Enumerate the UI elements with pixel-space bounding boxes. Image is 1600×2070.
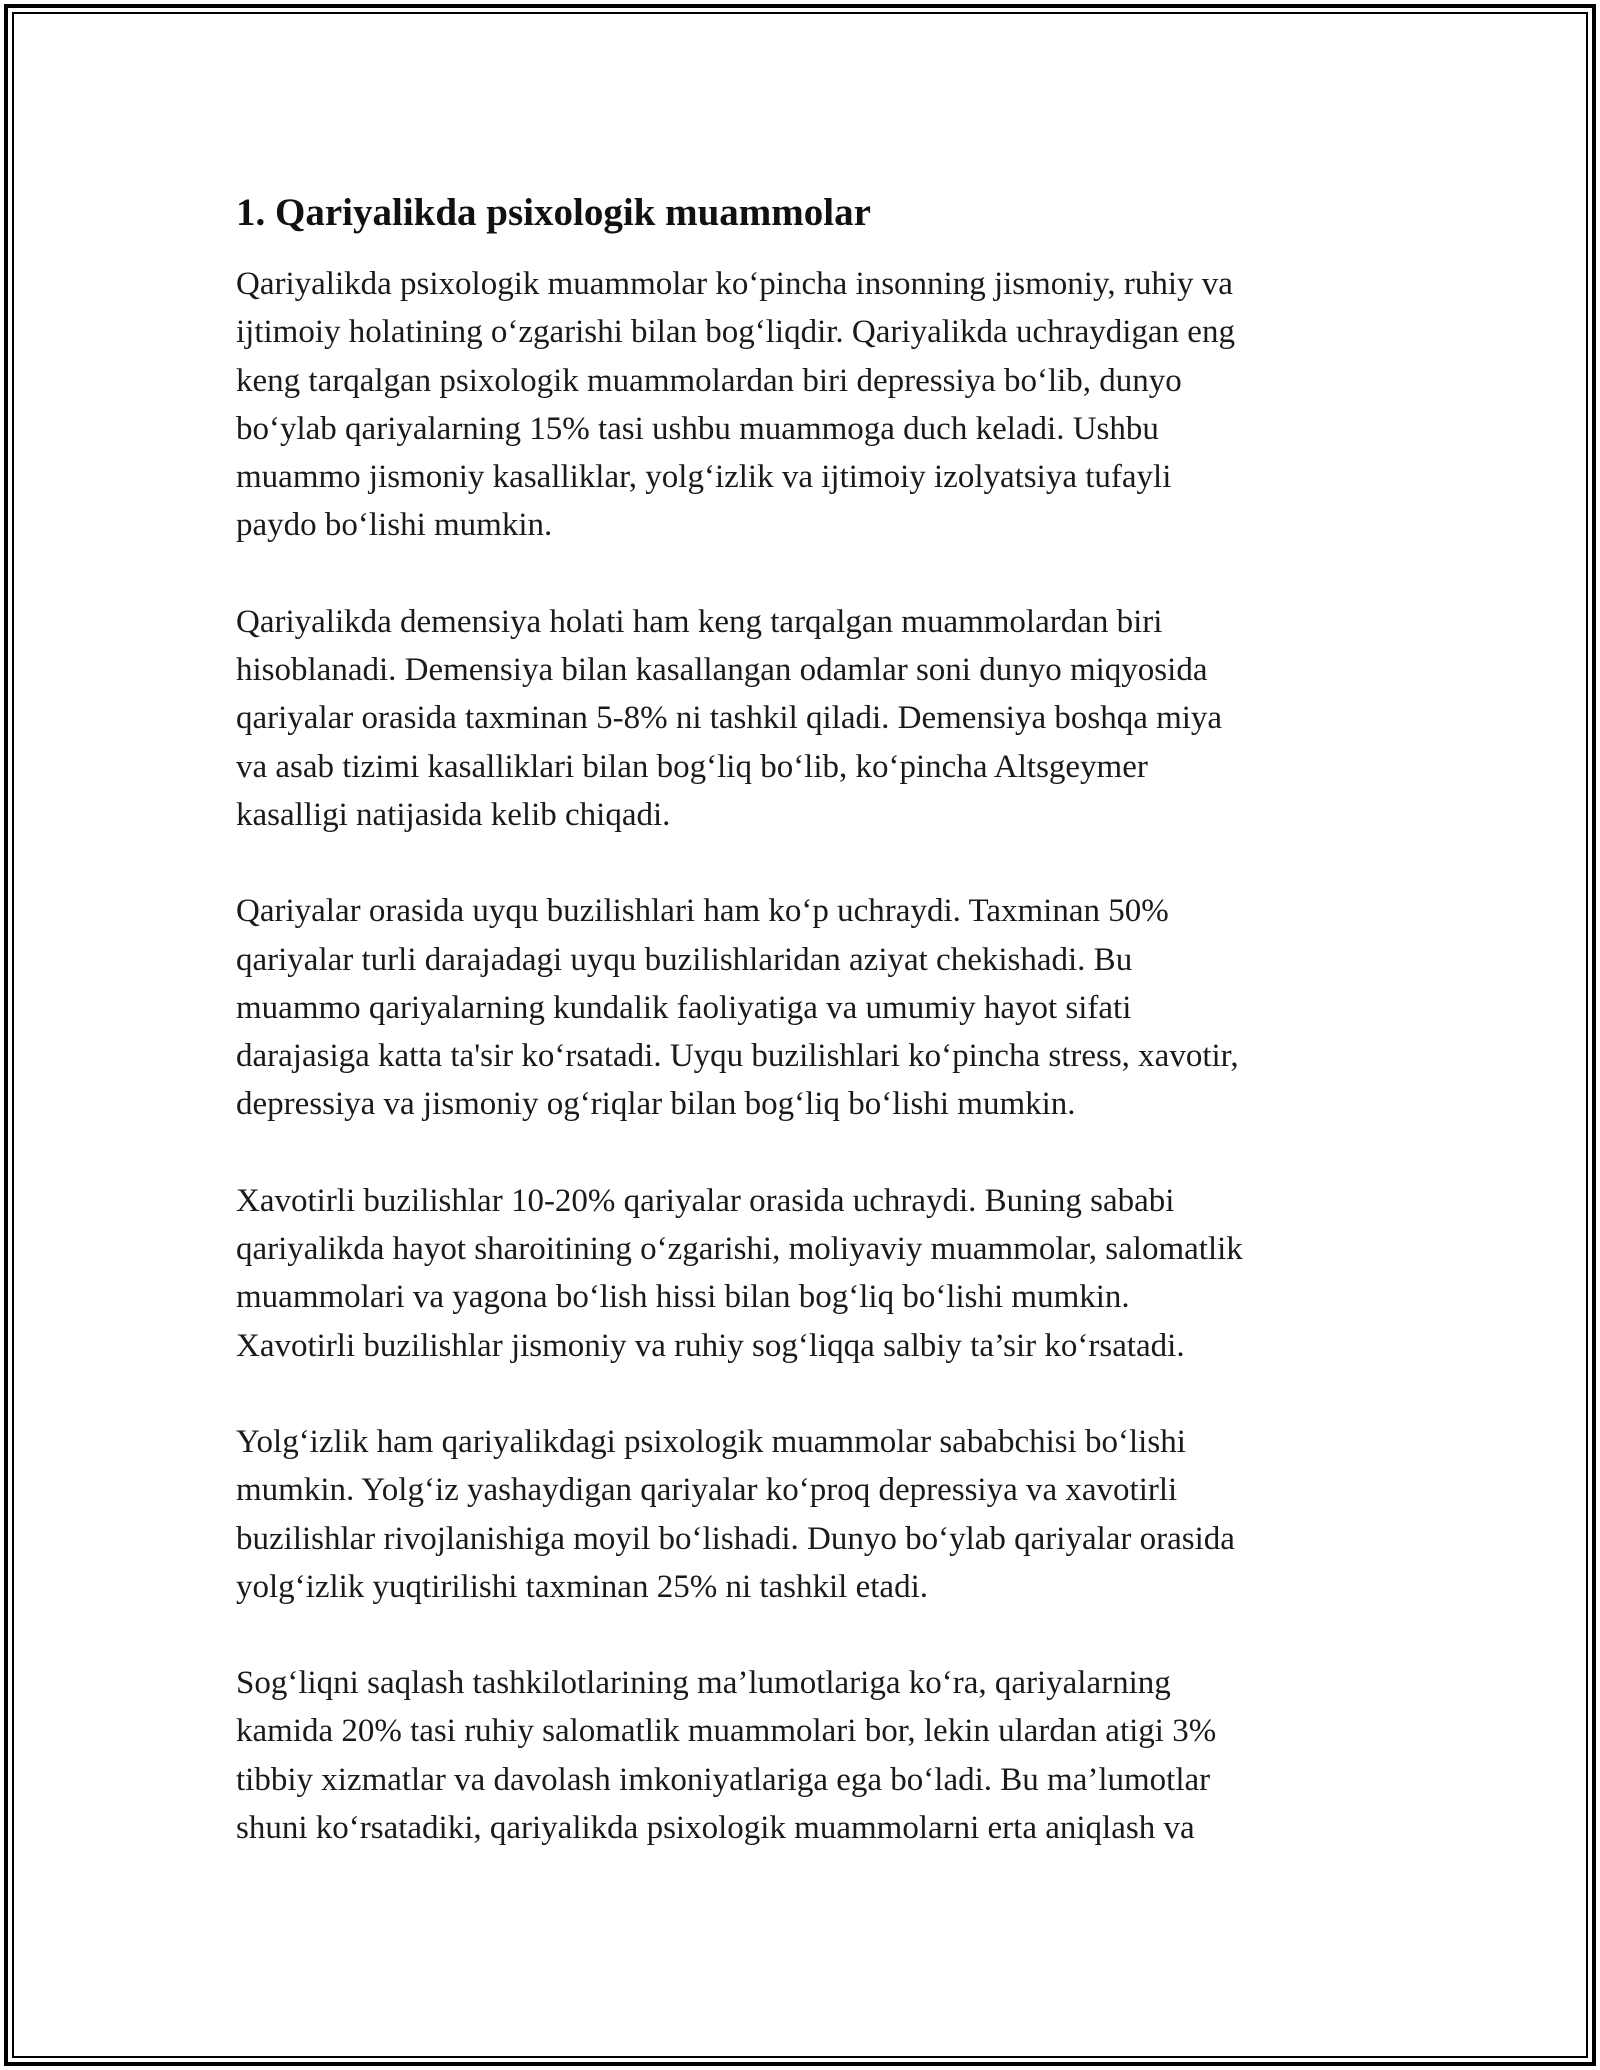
paragraph-anxiety — [236, 1177, 1376, 1370]
section-heading: 1. Qariyalikda psixologik muammolar — [236, 191, 871, 234]
text-line: Qariyalar orasida uyqu buzilishlari ham ko‘p uchraydi. Taxminan 50% — [236, 893, 1169, 930]
text-line: hisoblanadi. Demensiya bilan kasallangan odamlar soni dunyo miqyosida — [236, 652, 1208, 689]
paragraph-depression — [236, 260, 1376, 550]
text-line: Qariyalikda psixologik muammolar ko‘pincha insonning jismoniy, ruhiy va — [236, 266, 1233, 302]
text-line: Yolg‘izlik ham qariyalikdagi psixologik muammolar sababchisi bo‘lishi — [236, 1423, 1186, 1460]
text-line: va asab tizimi kasalliklari bilan bog‘liq bo‘lib, ko‘pincha Altsgeymer — [236, 748, 1148, 785]
text-line: darajasiga katta ta'sir ko‘rsatadi. Uyqu buzilishlari ko‘pincha stress, xavotir, — [236, 1038, 1239, 1075]
text-line: muammolari va yagona bo‘lish hissi bilan bog‘liq bo‘lishi mumkin. — [236, 1279, 1130, 1316]
document-body — [236, 188, 1376, 1900]
text-line: depressiya va jismoniy og‘riqlar bilan bog‘liq bo‘lishi mumkin. — [236, 1086, 1076, 1123]
text-line: muammo jismoniy kasalliklar, yolg‘izlik va ijtimoiy izolyatsiya tufayli — [236, 459, 1172, 496]
text-line: buzilishlar rivojlanishiga moyil bo‘lishadi. Dunyo bo‘ylab qariyalar orasida — [236, 1520, 1235, 1557]
paragraph-loneliness — [236, 1418, 1376, 1611]
text-line: mumkin. Yolg‘iz yashaydigan qariyalar ko‘proq depressiya va xavotirli — [236, 1472, 1178, 1509]
text-line: bo‘ylab qariyalarning 15% tasi ushbu muammoga duch keladi. Ushbu — [236, 410, 1159, 447]
text-line: qariyalikda hayot sharoitining o‘zgarishi, moliyaviy muammolar, salomatlik — [236, 1231, 1243, 1268]
text-line: yolg‘izlik yuqtirilishi taxminan 25% ni tashkil etadi. — [236, 1568, 928, 1605]
paragraph-dementia — [236, 598, 1376, 839]
text-line: ijtimoiy holatining o‘zgarishi bilan bog‘liqdir. Qariyalikda uchraydigan eng — [236, 314, 1235, 351]
text-line: tibbiy xizmatlar va davolash imkoniyatlariga ega bo‘ladi. Bu ma’lumotlar — [236, 1761, 1211, 1798]
text-line: paydo bo‘lishi mumkin. — [236, 507, 553, 544]
paragraph-health-organizations — [236, 1659, 1376, 1852]
text-line: keng tarqalgan psixologik muammolardan biri depressiya bo‘lib, dunyo — [236, 362, 1182, 399]
text-line: Sog‘liqni saqlash tashkilotlarining ma’lumotlariga ko‘ra, qariyalarning — [236, 1665, 1171, 1702]
text-line: Xavotirli buzilishlar 10-20% qariyalar orasida uchraydi. Buning sababi — [236, 1182, 1175, 1219]
paragraph-sleep-disorders — [236, 887, 1376, 1128]
text-line: shuni ko‘rsatadiki, qariyalikda psixologik muammolarni erta aniqlash va — [236, 1810, 1195, 1847]
text-line: Xavotirli buzilishlar jismoniy va ruhiy sog‘liqqa salbiy ta’sir ko‘rsatadi. — [236, 1327, 1185, 1364]
text-line: muammo qariyalarning kundalik faoliyatiga va umumiy hayot sifati — [236, 989, 1132, 1026]
text-line: Qariyalikda demensiya holati ham keng tarqalgan muammolardan biri — [236, 603, 1163, 640]
text-line: qariyalar orasida taxminan 5-8% ni tashkil qiladi. Demensiya boshqa miya — [236, 700, 1223, 737]
text-line: kamida 20% tasi ruhiy salomatlik muammolari bor, lekin ulardan atigi 3% — [236, 1713, 1217, 1750]
text-line: kasalligi natijasida kelib chiqadi. — [236, 796, 671, 833]
text-line: qariyalar turli darajadagi uyqu buzilishlaridan aziyat chekishadi. Bu — [236, 941, 1133, 978]
